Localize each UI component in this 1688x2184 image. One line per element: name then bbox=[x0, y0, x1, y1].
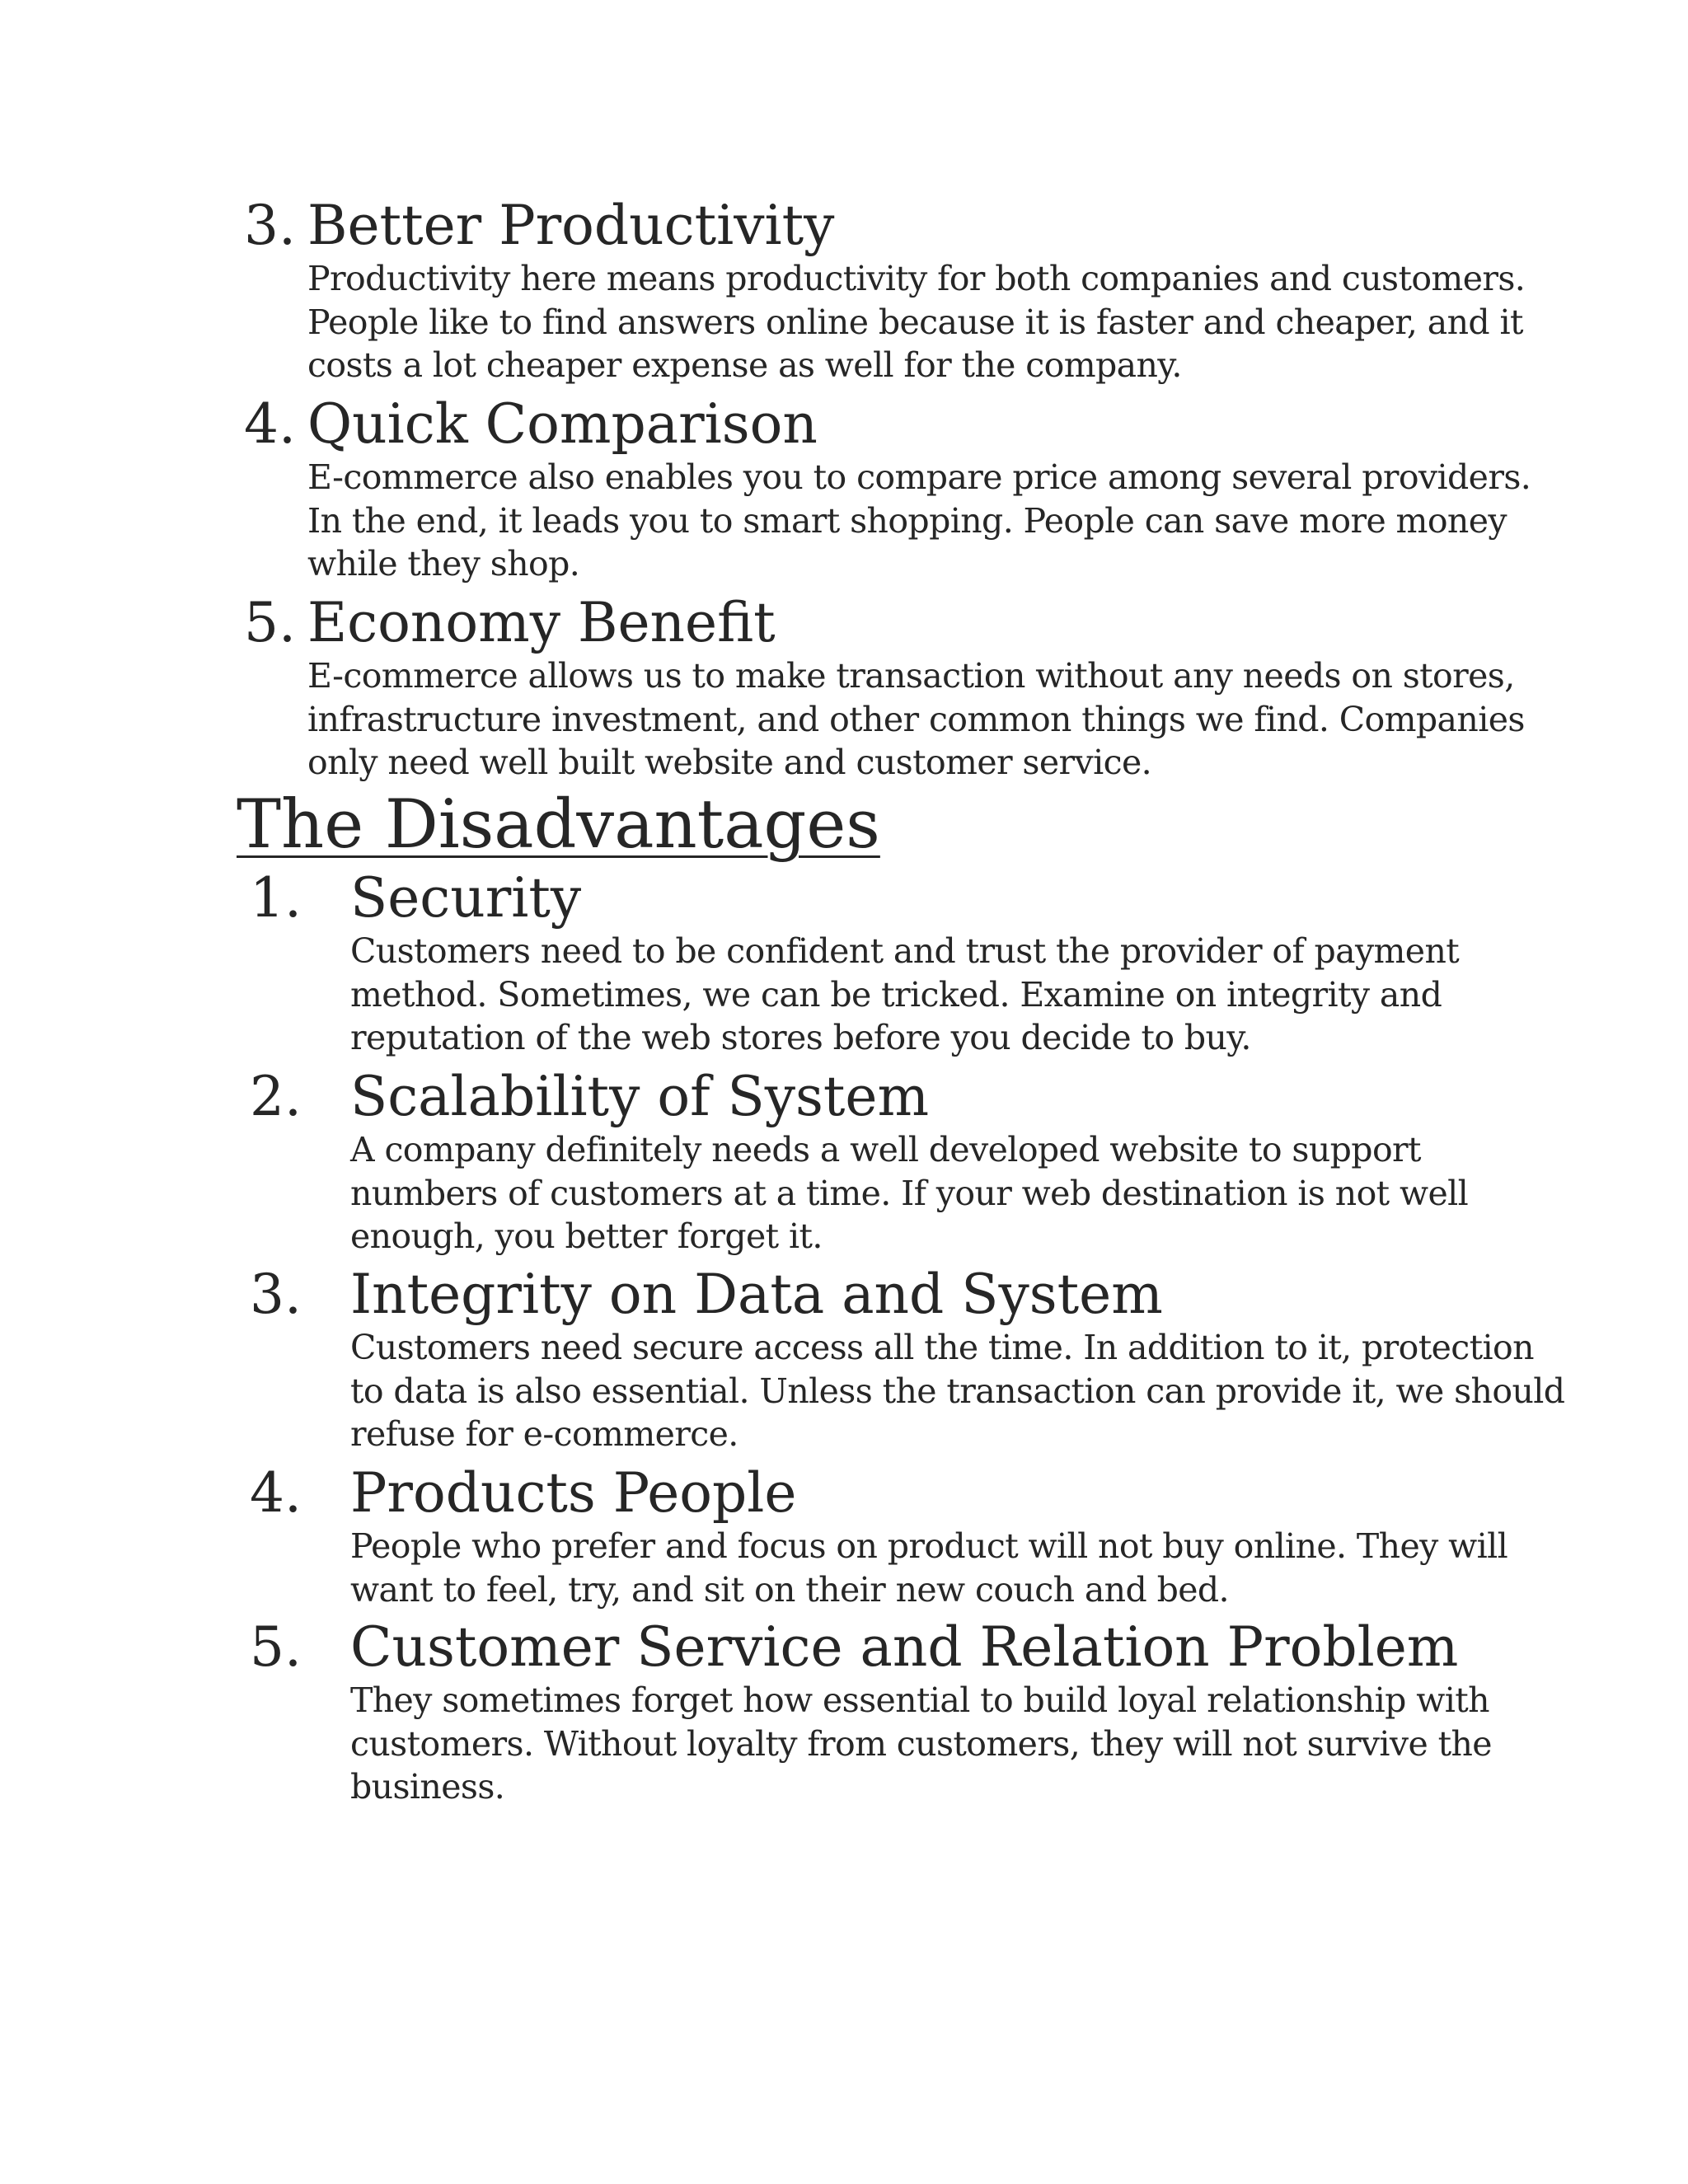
item-heading bbox=[250, 1263, 1564, 1326]
item-heading bbox=[250, 1066, 1468, 1128]
body-line: A company definitely needs a well developed website to support bbox=[350, 1130, 1421, 1169]
item-title: Quick Comparison bbox=[307, 392, 818, 456]
item-body bbox=[307, 257, 1525, 387]
item-body bbox=[307, 456, 1531, 586]
item-number: 2. bbox=[250, 1065, 302, 1128]
list-item bbox=[250, 1263, 1564, 1456]
item-title: Products People bbox=[350, 1461, 797, 1525]
body-line: In the end, it leads you to smart shopping. People can save more money bbox=[307, 500, 1507, 541]
body-line: Productivity here means productivity for both companies and customers. bbox=[307, 259, 1526, 298]
item-heading bbox=[244, 393, 1531, 456]
item-heading bbox=[244, 194, 1525, 257]
item-number: 5. bbox=[244, 591, 296, 654]
item-number: 4. bbox=[250, 1461, 302, 1525]
body-line: customers. Without loyalty from customers, they will not survive the bbox=[350, 1723, 1492, 1764]
list-item bbox=[244, 393, 1531, 586]
item-heading bbox=[244, 592, 1525, 654]
item-body bbox=[307, 654, 1525, 785]
body-line: method. Sometimes, we can be tricked. Examine on integrity and bbox=[350, 974, 1442, 1015]
item-title: Scalability of System bbox=[350, 1065, 930, 1128]
body-line: They sometimes forget how essential to build loyal relationship with bbox=[350, 1680, 1489, 1720]
item-heading bbox=[250, 1616, 1492, 1679]
body-line: to data is also essential. Unless the transaction can provide it, we should bbox=[350, 1371, 1565, 1411]
item-body bbox=[350, 1326, 1564, 1456]
body-line: Customers need secure access all the time. In addition to it, protection bbox=[350, 1328, 1534, 1367]
list-item bbox=[244, 592, 1525, 785]
body-line: business. bbox=[350, 1767, 505, 1807]
body-line: Customers need to be confident and trust the provider of payment bbox=[350, 931, 1460, 971]
list-item bbox=[250, 1066, 1468, 1258]
body-line: infrastructure investment, and other common things we find. Companies bbox=[307, 699, 1525, 739]
body-line: E-commerce allows us to make transaction without any needs on stores, bbox=[307, 656, 1515, 696]
body-line: costs a lot cheaper expense as well for the company. bbox=[307, 345, 1182, 385]
body-line: refuse for e-commerce. bbox=[350, 1414, 738, 1454]
item-title: Economy Benefit bbox=[307, 591, 776, 654]
item-body bbox=[350, 1128, 1468, 1258]
body-line: E-commerce also enables you to compare price among several providers. bbox=[307, 457, 1531, 497]
list-item bbox=[250, 1616, 1492, 1809]
body-line: only need well built website and customer service. bbox=[307, 743, 1152, 782]
item-body bbox=[350, 1525, 1507, 1611]
list-item bbox=[250, 867, 1459, 1060]
item-heading bbox=[250, 867, 1459, 930]
item-title: Integrity on Data and System bbox=[350, 1263, 1163, 1326]
item-title: Customer Service and Relation Problem bbox=[350, 1615, 1459, 1679]
body-line: reputation of the web stores before you decide to buy. bbox=[350, 1018, 1251, 1057]
list-item bbox=[250, 1462, 1507, 1611]
body-line: People like to find answers online because it is faster and cheaper, and it bbox=[307, 302, 1523, 342]
section-heading-disadvantages: The Disadvantages bbox=[237, 786, 880, 864]
item-body bbox=[350, 930, 1459, 1060]
item-number: 4. bbox=[244, 392, 296, 456]
item-number: 5. bbox=[250, 1615, 302, 1679]
item-heading bbox=[250, 1462, 1507, 1525]
item-number: 1. bbox=[250, 866, 302, 930]
body-line: while they shop. bbox=[307, 544, 580, 583]
item-number: 3. bbox=[244, 194, 296, 257]
body-line: People who prefer and focus on product will not buy online. They will bbox=[350, 1526, 1508, 1566]
item-body bbox=[350, 1679, 1492, 1809]
body-line: want to feel, try, and sit on their new couch and bed. bbox=[350, 1569, 1229, 1610]
item-number: 3. bbox=[250, 1263, 302, 1326]
body-line: numbers of customers at a time. If your web destination is not well bbox=[350, 1173, 1469, 1213]
body-line: enough, you better forget it. bbox=[350, 1216, 823, 1256]
list-item bbox=[244, 194, 1525, 387]
item-title: Security bbox=[350, 866, 582, 930]
item-title: Better Productivity bbox=[307, 194, 835, 257]
